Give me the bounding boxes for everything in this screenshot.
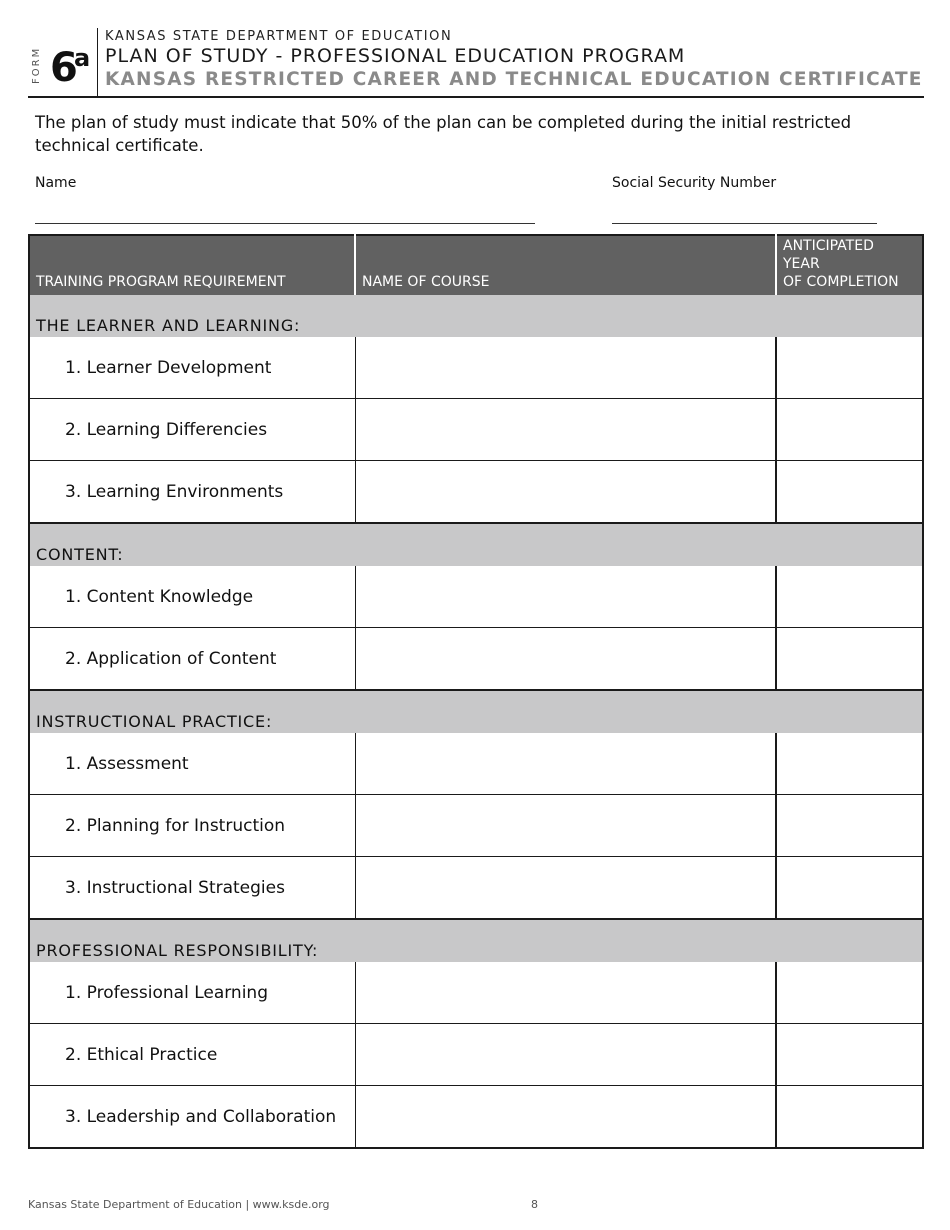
year-header-line: YEAR [783, 256, 820, 272]
completion-year-cell[interactable] [776, 399, 923, 461]
course-name-cell[interactable] [355, 337, 776, 399]
table-header-row [29, 235, 923, 295]
column-header-year [776, 235, 923, 295]
form-suffix: a [74, 44, 91, 72]
course-name-cell[interactable] [355, 566, 776, 628]
agency-name: KANSAS STATE DEPARTMENT OF EDUCATION [105, 29, 453, 44]
course-name-cell[interactable] [355, 1086, 776, 1149]
completion-year-cell[interactable] [776, 461, 923, 524]
section-title: THE LEARNER AND LEARNING: [29, 295, 923, 337]
table-row [29, 399, 923, 461]
form-number: 6 [50, 45, 77, 91]
footer-agency: Kansas State Department of Education | www.ksde.org [28, 1198, 330, 1211]
table-row [29, 461, 923, 524]
section-row [29, 295, 923, 337]
requirement-cell: 1. Professional Learning [29, 962, 355, 1024]
requirement-cell: 3. Leadership and Collaboration [29, 1086, 355, 1149]
page-title: PLAN OF STUDY - PROFESSIONAL EDUCATION PROGRAM [105, 45, 686, 67]
section-title: INSTRUCTIONAL PRACTICE: [29, 690, 923, 733]
table-row [29, 857, 923, 920]
name-label: Name [35, 175, 77, 191]
table-row [29, 962, 923, 1024]
course-name-cell[interactable] [355, 962, 776, 1024]
section-row [29, 919, 923, 962]
name-field[interactable] [35, 223, 535, 224]
completion-year-cell[interactable] [776, 795, 923, 857]
section-row [29, 690, 923, 733]
intro-text: The plan of study must indicate that 50% of the plan can be completed during the initial restricted technical certificate. [35, 113, 852, 155]
table-row [29, 566, 923, 628]
requirement-cell: 2. Planning for Instruction [29, 795, 355, 857]
completion-year-cell[interactable] [776, 566, 923, 628]
completion-year-cell[interactable] [776, 1086, 923, 1149]
ssn-label: Social Security Number [612, 175, 777, 191]
course-name-cell[interactable] [355, 733, 776, 795]
requirement-cell: 1. Assessment [29, 733, 355, 795]
form-label: FORM [31, 46, 42, 84]
requirement-cell: 2. Learning Differencies [29, 399, 355, 461]
table-row [29, 1024, 923, 1086]
course-name-cell[interactable] [355, 1024, 776, 1086]
table-row [29, 795, 923, 857]
course-name-cell[interactable] [355, 461, 776, 524]
page-subtitle: KANSAS RESTRICTED CAREER AND TECHNICAL EDUCATION CERTIFICATE [105, 69, 923, 90]
ssn-field[interactable] [612, 223, 877, 224]
page-number: 8 [531, 1198, 538, 1211]
requirement-cell: 2. Ethical Practice [29, 1024, 355, 1086]
column-header-course: NAME OF COURSE [355, 235, 776, 295]
table-row [29, 628, 923, 691]
requirement-cell: 1. Learner Development [29, 337, 355, 399]
form-header [28, 28, 924, 98]
table-row [29, 733, 923, 795]
completion-year-cell[interactable] [776, 733, 923, 795]
completion-year-cell[interactable] [776, 628, 923, 691]
requirement-cell: 3. Learning Environments [29, 461, 355, 524]
completion-year-cell[interactable] [776, 962, 923, 1024]
table-row [29, 1086, 923, 1149]
column-header-requirement: TRAINING PROGRAM REQUIREMENT [29, 235, 355, 295]
course-name-cell[interactable] [355, 857, 776, 920]
completion-year-cell[interactable] [776, 857, 923, 920]
table-row [29, 337, 923, 399]
section-title: CONTENT: [29, 523, 923, 566]
year-header-line: ANTICIPATED [783, 238, 874, 254]
requirement-cell: 3. Instructional Strategies [29, 857, 355, 920]
requirement-cell: 2. Application of Content [29, 628, 355, 691]
course-name-cell[interactable] [355, 399, 776, 461]
header-divider [97, 28, 98, 96]
course-name-cell[interactable] [355, 795, 776, 857]
completion-year-cell[interactable] [776, 337, 923, 399]
course-name-cell[interactable] [355, 628, 776, 691]
section-title: PROFESSIONAL RESPONSIBILITY: [29, 919, 923, 962]
year-header-line: OF COMPLETION [783, 274, 899, 290]
plan-table [28, 234, 924, 1149]
section-row [29, 523, 923, 566]
completion-year-cell[interactable] [776, 1024, 923, 1086]
requirement-cell: 1. Content Knowledge [29, 566, 355, 628]
